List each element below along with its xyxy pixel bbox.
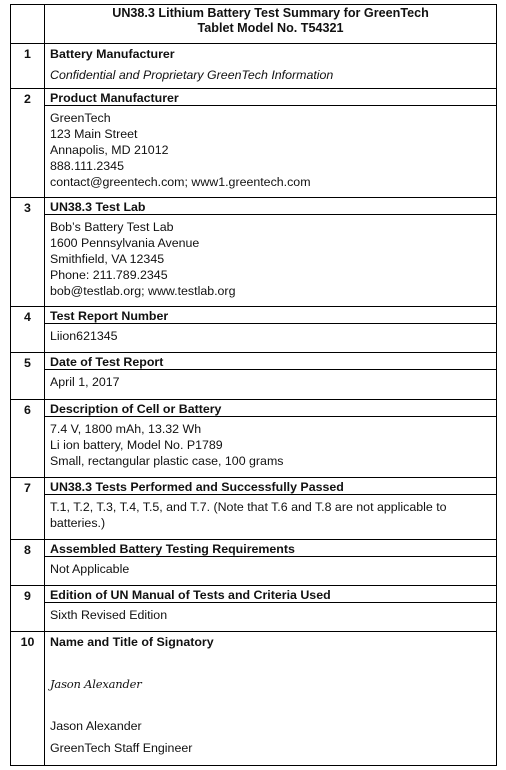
value-line: 7.4 V, 1800 mAh, 13.32 Wh bbox=[50, 422, 202, 436]
table-row bbox=[11, 400, 497, 478]
table-row bbox=[11, 198, 497, 307]
value-line: bob@testlab.org; www.testlab.org bbox=[50, 284, 236, 298]
table-row bbox=[11, 632, 497, 766]
field-label: Product Manufacturer bbox=[45, 89, 496, 106]
table-row bbox=[11, 307, 497, 353]
value-line: 123 Main Street bbox=[50, 127, 138, 141]
row-number: 2 bbox=[11, 89, 45, 198]
row-number: 4 bbox=[11, 307, 45, 353]
row-number: 10 bbox=[11, 632, 45, 766]
value-line: 888.111.2345 bbox=[50, 159, 124, 173]
row-content bbox=[45, 400, 497, 478]
row-number: 1 bbox=[11, 44, 45, 89]
summary-table bbox=[10, 4, 497, 766]
value-line: Bob’s Battery Test Lab bbox=[50, 220, 174, 234]
row-number: 3 bbox=[11, 198, 45, 307]
value-line: Li ion battery, Model No. P1789 bbox=[50, 438, 223, 452]
handwritten-signature: Jason Alexander bbox=[50, 677, 142, 691]
row-number: 6 bbox=[11, 400, 45, 478]
field-value: T.1, T.2, T.3, T.4, T.5, and T.7. (Note that T.6 and T.8 are not applicable to batteries.) bbox=[50, 500, 447, 530]
row-content bbox=[45, 307, 497, 353]
field-value: Sixth Revised Edition bbox=[50, 608, 168, 622]
value-line: Smithfield, VA 12345 bbox=[50, 252, 165, 266]
field-label: UN38.3 Tests Performed and Successfully Passed bbox=[45, 478, 496, 495]
row-content bbox=[45, 89, 497, 198]
row-content bbox=[45, 353, 497, 400]
row-content bbox=[45, 478, 497, 540]
field-label: Edition of UN Manual of Tests and Criteria Used bbox=[45, 586, 496, 603]
field-label: Assembled Battery Testing Requirements bbox=[45, 540, 496, 557]
table-row bbox=[11, 89, 497, 198]
field-label: UN38.3 Test Lab bbox=[45, 198, 496, 215]
field-label: Test Report Number bbox=[45, 307, 496, 324]
document-title bbox=[45, 5, 497, 44]
value-line: Small, rectangular plastic case, 100 grams bbox=[50, 454, 284, 468]
value-line: GreenTech bbox=[50, 111, 111, 125]
table-row bbox=[11, 540, 497, 586]
row-content bbox=[45, 632, 497, 766]
table-row bbox=[11, 44, 497, 89]
signatory-name: Jason Alexander bbox=[50, 719, 142, 733]
row-number: 7 bbox=[11, 478, 45, 540]
title-line-2: Tablet Model No. T54321 bbox=[197, 21, 344, 35]
field-value: Confidential and Proprietary GreenTech Information bbox=[50, 68, 334, 82]
row-number: 9 bbox=[11, 586, 45, 632]
title-number-cell bbox=[11, 5, 45, 44]
table-row bbox=[11, 478, 497, 540]
table-row bbox=[11, 353, 497, 400]
field-value bbox=[50, 106, 490, 190]
field-value: Not Applicable bbox=[50, 562, 130, 576]
row-number: 5 bbox=[11, 353, 45, 400]
field-value: April 1, 2017 bbox=[50, 375, 120, 389]
row-content bbox=[45, 198, 497, 307]
value-line: Phone: 211.789.2345 bbox=[50, 268, 168, 282]
field-value bbox=[50, 215, 490, 299]
field-value bbox=[50, 417, 490, 469]
row-number: 8 bbox=[11, 540, 45, 586]
signatory-title: GreenTech Staff Engineer bbox=[50, 741, 193, 755]
table-row bbox=[11, 586, 497, 632]
title-row bbox=[11, 5, 497, 44]
field-value: Liion621345 bbox=[50, 329, 118, 343]
field-label: Description of Cell or Battery bbox=[45, 400, 496, 417]
row-content bbox=[45, 44, 497, 89]
battery-test-summary-document bbox=[10, 4, 497, 766]
row-content bbox=[45, 540, 497, 586]
value-line: Annapolis, MD 21012 bbox=[50, 143, 169, 157]
row-content bbox=[45, 586, 497, 632]
value-line: contact@greentech.com; www1.greentech.com bbox=[50, 175, 311, 189]
field-label: Battery Manufacturer bbox=[50, 47, 175, 61]
title-line-1: UN38.3 Lithium Battery Test Summary for GreenTech bbox=[112, 6, 429, 20]
field-label: Name and Title of Signatory bbox=[50, 635, 214, 649]
field-label: Date of Test Report bbox=[45, 353, 496, 370]
value-line: 1600 Pennsylvania Avenue bbox=[50, 236, 200, 250]
